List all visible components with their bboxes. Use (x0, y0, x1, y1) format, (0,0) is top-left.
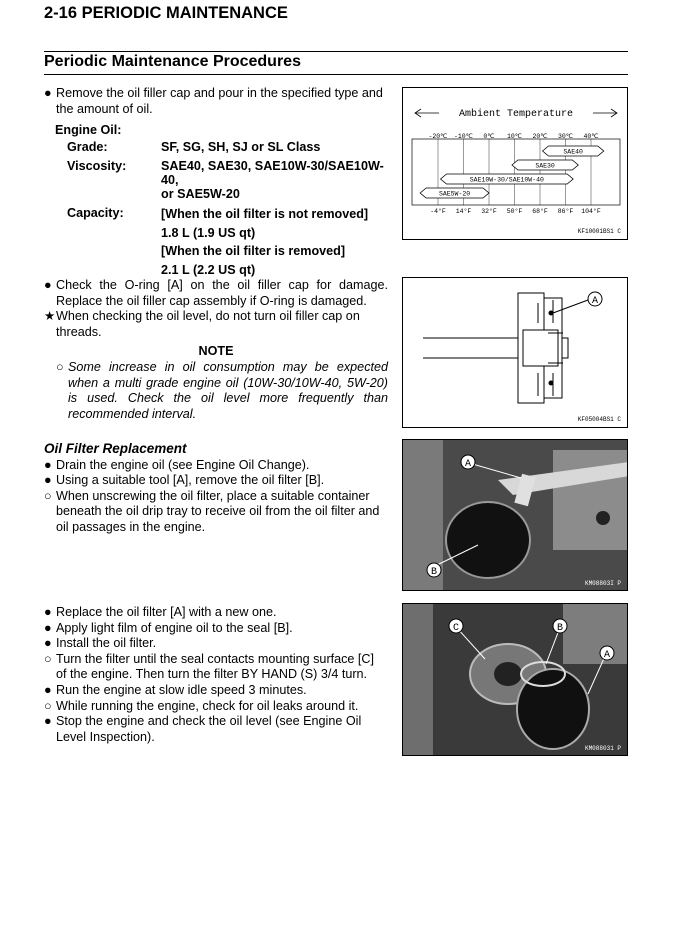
chart-title: Ambient Temperature (458, 109, 574, 120)
list-item: ● Using a suitable tool [A], remove the oil filter [B]. (44, 473, 325, 488)
list-item: ○ When unscrewing the oil filter, place a suitable container beneath the oil drip tray to receive oil from the oil filter and oil passages in the engine. (44, 488, 380, 534)
section-rule-bottom (44, 74, 628, 75)
viscosity-value: SAE40, SAE30, SAE10W-30/SAE10W-40, (161, 159, 384, 188)
oil-fill-block (44, 86, 388, 279)
capacity-condition: [When the oil filter is removed] (161, 244, 346, 259)
viscosity-range-label: SAE40 (563, 148, 583, 156)
oil-filter-install-photo (402, 603, 628, 756)
list-item: ● Apply light film of engine oil to the seal [B]. (44, 620, 293, 635)
list-item: ● Install the oil filter. (44, 636, 157, 651)
list-item: ● Run the engine at slow idle speed 3 minutes. (44, 682, 307, 697)
note-text: ○ Some increase in oil consumption may be expected when a multi grade engine oil (10W-30/10W-40, 5W-20) is used. Check the oil level more frequently than recommended interval. (56, 359, 388, 421)
figure-code: KF10001BS1 C (577, 228, 621, 235)
page-header: 2-16 PERIODIC MAINTENANCE (44, 4, 288, 22)
figure-code: KF05004BS1 C (577, 416, 621, 423)
filter-block (44, 441, 388, 536)
fahrenheit-tick: 68°F (532, 208, 548, 215)
celsius-tick: 30℃ (557, 133, 574, 140)
oil-spec-table (55, 122, 388, 279)
note-heading: NOTE (198, 344, 234, 359)
oring-block (44, 278, 388, 422)
temperature-chart-figure (402, 87, 628, 240)
celsius-tick: 0℃ (483, 133, 495, 140)
figure-code: KM088031 P (584, 745, 621, 752)
viscosity-value-2: or SAE5W-20 (161, 187, 240, 202)
callout-a: A (591, 296, 599, 307)
engine-oil-label: Engine Oil: (55, 123, 122, 138)
list-item: ○ While running the engine, check for oil leaks around it. (44, 698, 359, 713)
callout-a: A (464, 459, 472, 470)
section-title: Periodic Maintenance Procedures (44, 53, 301, 70)
list-item: ● Stop the engine and check the oil level (see Engine Oil Level Inspection). (44, 714, 362, 744)
viscosity-range-label: SAE30 (535, 162, 555, 170)
celsius-tick: -20℃ (428, 133, 448, 140)
viscosity-range-label: SAE5W-20 (438, 190, 471, 198)
callout-b: B (556, 623, 564, 634)
callout-a: A (603, 650, 611, 661)
fahrenheit-tick: 50°F (506, 208, 523, 215)
section-rule (44, 51, 628, 52)
fahrenheit-tick: -4°F (430, 208, 446, 215)
oil-filter-removal-photo (402, 439, 628, 591)
capacity-condition: [When the oil filter is not removed] (161, 207, 369, 222)
list-item: ● Remove the oil filler cap and pour in the specified type and the amount of oil. (44, 86, 383, 116)
list-item: ● Replace the oil filter [A] with a new one. (44, 605, 277, 619)
fahrenheit-tick: 104°F (581, 208, 601, 215)
grade-label: Grade: (67, 140, 108, 155)
list-item: ● Check the O-ring [A] on the oil filler cap for damage. Replace the oil filler cap assembly if O-ring is damaged. (44, 278, 388, 308)
capacity-value: 2.1 L (2.2 US qt) (161, 262, 256, 277)
list-item: ● Drain the engine oil (see Engine Oil Change). (44, 457, 310, 472)
oil-filler-cap-drawing (403, 278, 628, 428)
capacity-value: 1.8 L (1.9 US qt) (161, 225, 256, 240)
filter-install-block (44, 605, 388, 745)
subsection-title: Oil Filter Replacement (44, 441, 187, 456)
celsius-tick: -10℃ (453, 133, 474, 140)
fahrenheit-tick: 14°F (455, 208, 472, 215)
figure-code: KM08803I P (584, 580, 621, 587)
viscosity-range-label: SAE10W-30/SAE10W-40 (469, 176, 544, 184)
viscosity-label: Viscosity: (67, 159, 127, 174)
grade-value: SF, SG, SH, SJ or SL Class (161, 140, 321, 155)
callout-b: B (430, 567, 438, 578)
celsius-tick: 10℃ (506, 133, 523, 140)
capacity-label: Capacity: (67, 206, 124, 221)
oil-filler-cap-figure (402, 277, 628, 428)
callout-c: C (452, 623, 460, 634)
celsius-tick: 40℃ (583, 133, 599, 140)
list-item: ○ Turn the filter until the seal contacts mounting surface [C] of the engine. Then turn the filter BY HAND (S) 3/4 turn. (44, 651, 375, 682)
celsius-tick: 20℃ (532, 133, 548, 140)
fahrenheit-tick: 32°F (481, 208, 497, 215)
temperature-chart (403, 88, 628, 240)
list-item: ★ When checking the oil level, do not turn oil filler cap on threads. (44, 309, 360, 339)
fahrenheit-tick: 86°F (557, 208, 574, 215)
